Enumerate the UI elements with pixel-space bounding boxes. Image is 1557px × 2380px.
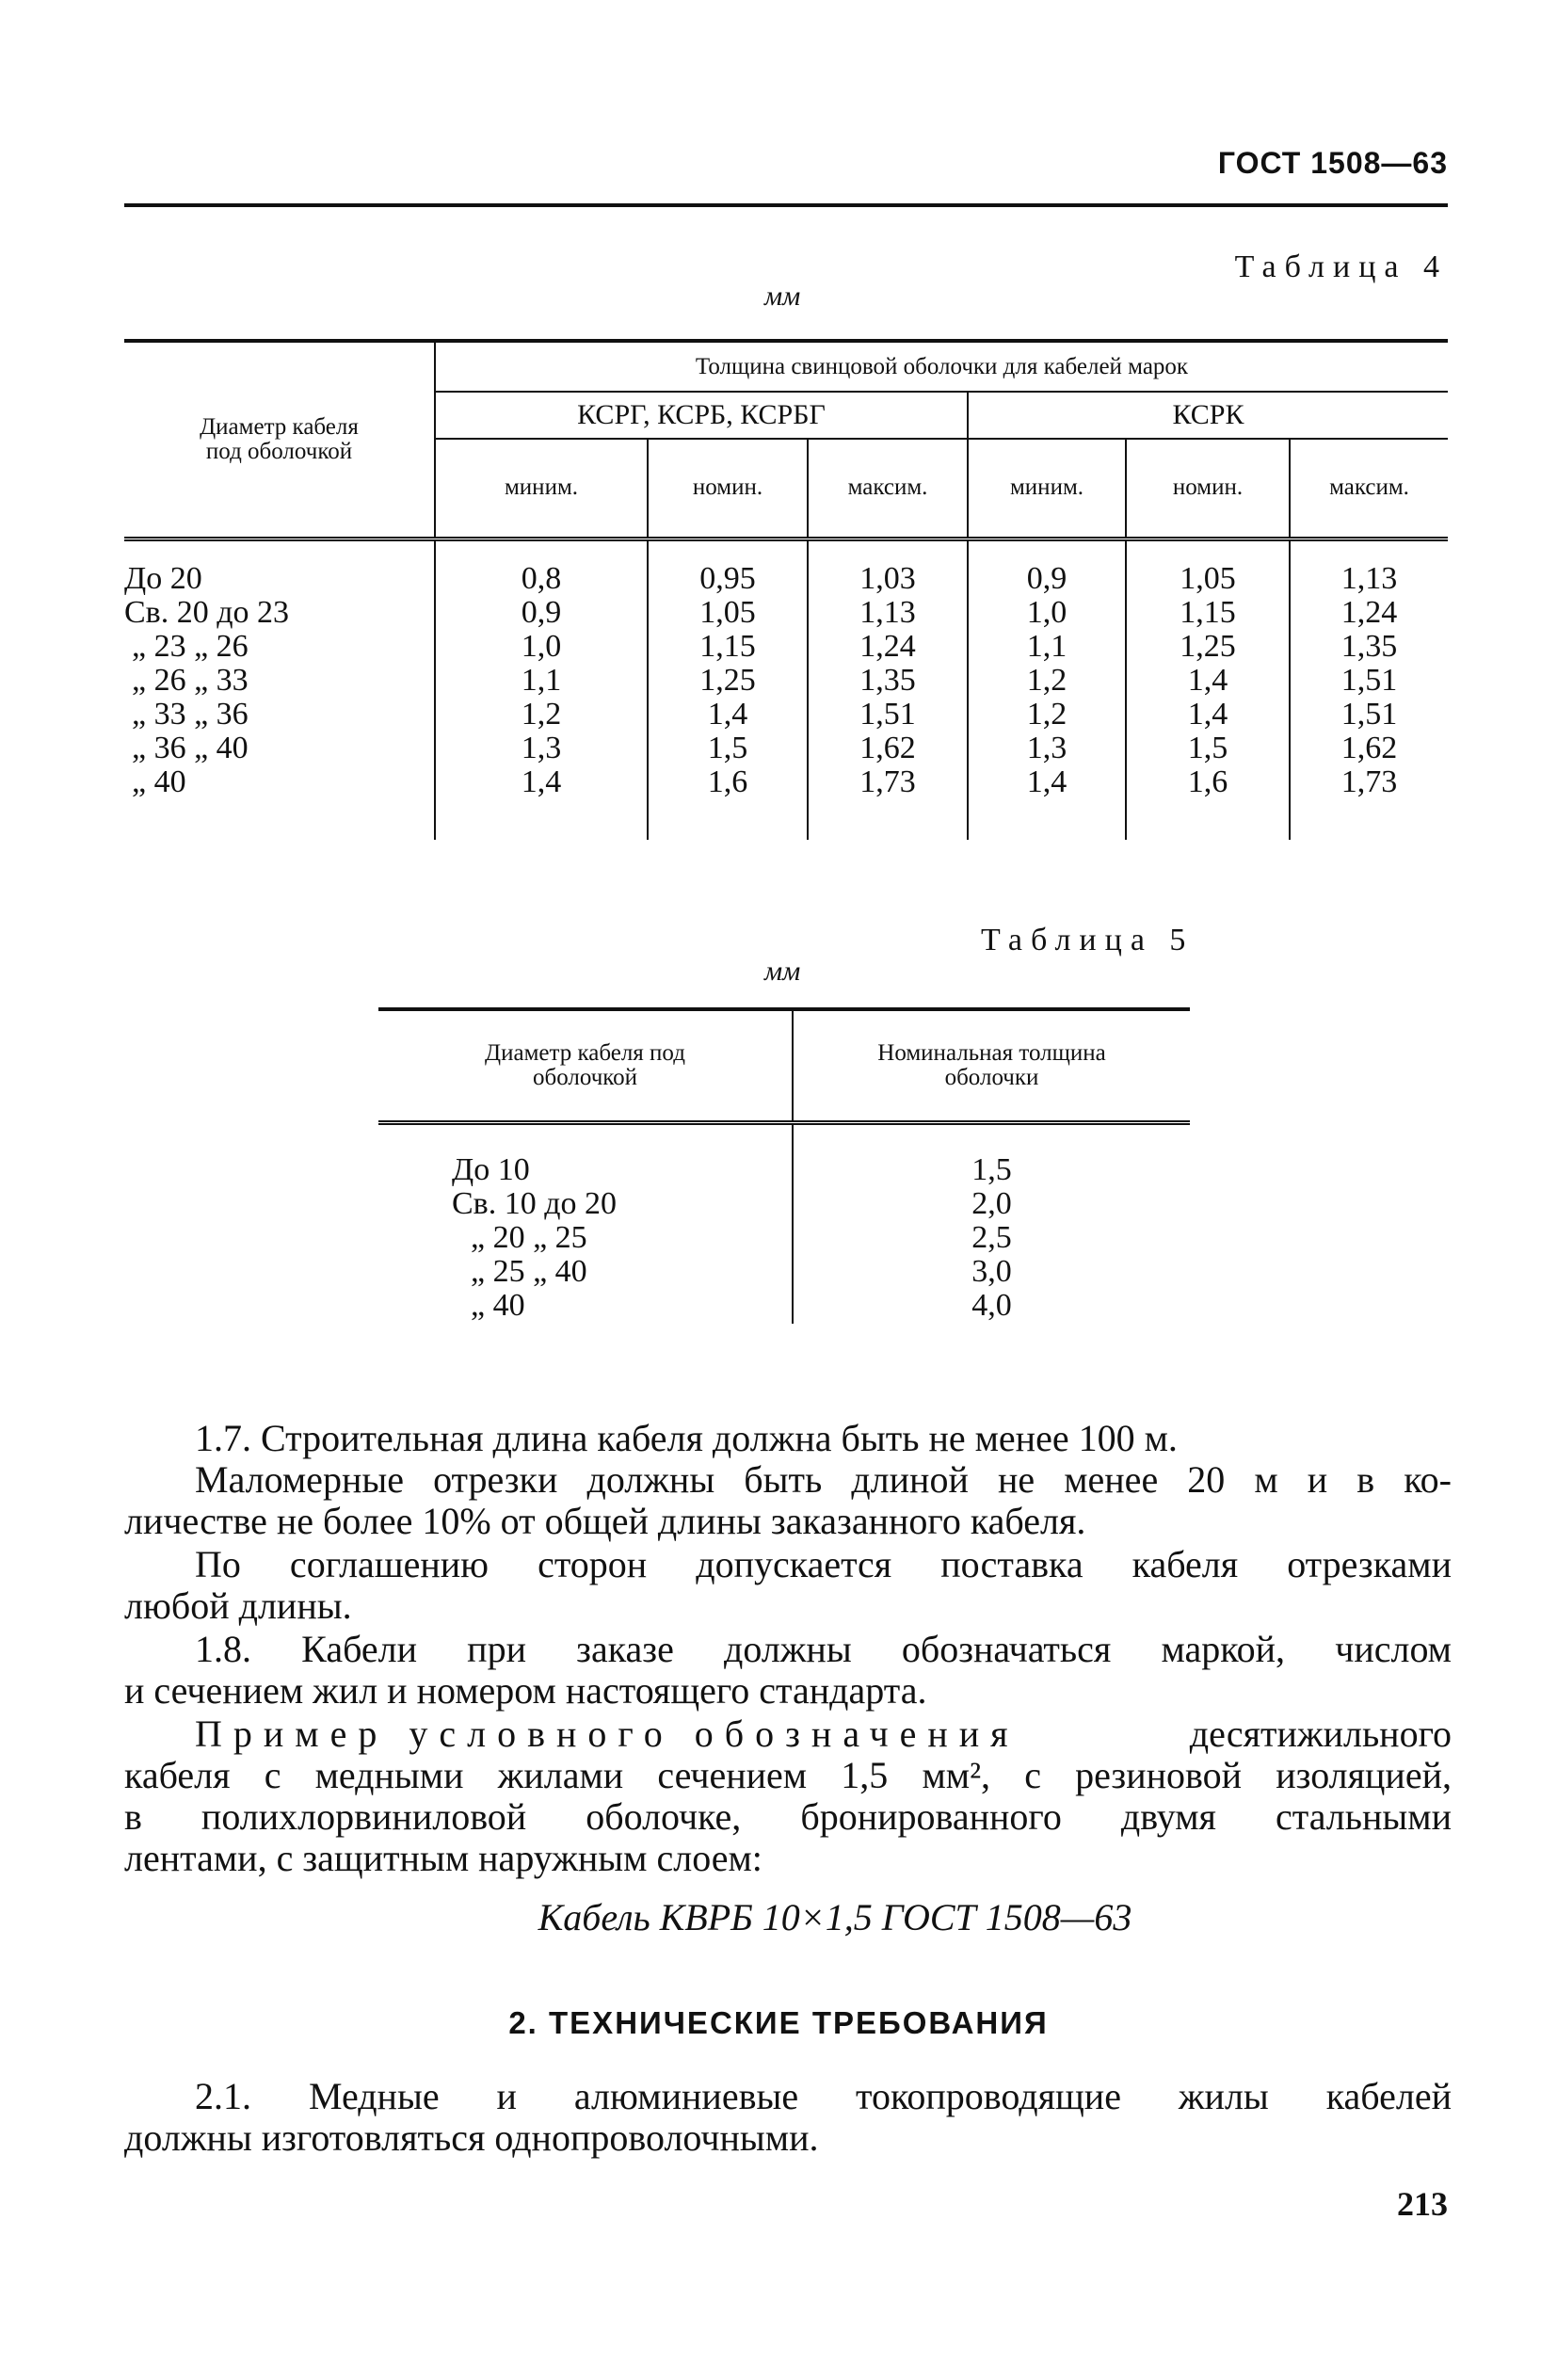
table4-group2-header: КСРК [968, 392, 1448, 439]
page-number: 213 [1397, 2185, 1448, 2223]
example-lead: Пример условного обозначения [195, 1713, 1019, 1755]
table5-caption: Таблица 5 [981, 923, 1195, 957]
example-tail: десятижильного [1189, 1713, 1452, 1755]
table5-thickness-header: Номинальная толщина оболочки [877, 1039, 1106, 1090]
table4-caption: Таблица 4 [1234, 249, 1448, 284]
example-line2: кабеля с медными жилами сечением 1,5 мм², с резиновой изоляцией, [124, 1754, 1452, 1796]
list-item: „ 40 [471, 1287, 525, 1323]
list-item: „ 26 „ 33 [132, 662, 249, 698]
document-code: ГОСТ 1508—63 [1217, 146, 1448, 180]
list-item: „ 33 „ 36 [132, 696, 249, 732]
table4-unit: мм [764, 281, 801, 312]
table4-subheader: миним. [968, 439, 1126, 539]
table4-value-column: 1,13 1,24 1,35 1,51 1,51 1,62 1,73 [1340, 560, 1398, 799]
table4-subheader: номин. [648, 439, 808, 539]
paragraph-2-1-line2: должны изготовляться однопроволочными. [124, 2116, 819, 2159]
table5-diameter-column [378, 1122, 793, 1324]
list-item: „ 40 [132, 764, 186, 799]
example-line3: в полихлорвиниловой оболочке, бронированного двумя стальными [124, 1795, 1452, 1838]
table4-value-column: 1,05 1,15 1,25 1,4 1,4 1,5 1,6 [1126, 539, 1290, 840]
paragraph-1-8-line2: и сечением жил и номером настоящего стандарта. [124, 1669, 927, 1712]
paragraph-1-7c-line1: По соглашению сторон допускается поставка кабеля отрезками [195, 1543, 1452, 1585]
table5-thickness-column: 1,5 2,0 2,5 3,0 4,0 [971, 1151, 1012, 1323]
list-item: „ 23 „ 26 [132, 628, 249, 664]
paragraph-1-7: 1.7. Строительная длина кабеля должна быть не менее 100 м. [195, 1417, 1178, 1459]
table4-value-column: 0,95 1,05 1,15 1,25 1,4 1,5 1,6 [648, 539, 808, 840]
list-item: Св. 10 до 20 [452, 1185, 618, 1221]
paragraph-2-1-line1: 2.1. Медные и алюминиевые токопроводящие жилы кабелей [195, 2075, 1452, 2117]
paragraph-1-7b-line1: Маломерные отрезки должны быть длиной не менее 20 м и в ко- [195, 1458, 1452, 1501]
paragraph-1-7b-line2: личестве не более 10% от общей длины заказанного кабеля. [124, 1500, 1086, 1542]
paragraph-1-8-line1: 1.8. Кабели при заказе должны обозначаться маркой, числом [195, 1628, 1452, 1670]
table4-value-column: 1,03 1,13 1,24 1,35 1,51 1,62 1,73 [808, 539, 968, 840]
table4-subheader: номин. [1126, 439, 1290, 539]
list-item: „ 36 „ 40 [132, 730, 249, 765]
table4-diameter-column [124, 539, 435, 840]
example-intro-line [195, 1713, 1452, 1755]
list-item: „ 25 „ 40 [471, 1253, 587, 1289]
table4-subheader: миним. [435, 439, 648, 539]
designation-example: Кабель КВРБ 10×1,5 ГОСТ 1508—63 [538, 1896, 1132, 1938]
list-item: До 20 [124, 560, 202, 596]
table4-subheader: максим. [808, 439, 968, 539]
example-line4: лентами, с защитным наружным слоем: [124, 1837, 762, 1879]
table4-thickness-header: Толщина свинцовой оболочки для кабелей марок [435, 341, 1448, 392]
list-item: Св. 20 до 23 [124, 594, 290, 630]
paragraph-1-7c-line2: любой длины. [124, 1584, 352, 1627]
table5-diameter-header: Диаметр кабеля под оболочкой [378, 1009, 793, 1122]
list-item: До 10 [452, 1151, 530, 1187]
table4-diameter-header: Диаметр кабеля под оболочкой [124, 341, 435, 539]
table4-group1-header: КСРГ, КСРБ, КСРБГ [435, 392, 968, 439]
table4 [124, 339, 1448, 840]
table4-value-column: 0,8 0,9 1,0 1,1 1,2 1,3 1,4 [435, 539, 648, 840]
section-title: 2. ТЕХНИЧЕСКИЕ ТРЕБОВАНИЯ [508, 2005, 1049, 2040]
header-rule [124, 203, 1448, 207]
list-item: „ 20 „ 25 [471, 1219, 587, 1255]
table4-subheader: максим. [1329, 474, 1409, 501]
table4-value-column: 0,9 1,0 1,1 1,2 1,2 1,3 1,4 [968, 539, 1126, 840]
table5-unit: мм [764, 956, 801, 987]
table5 [378, 1007, 1190, 1324]
